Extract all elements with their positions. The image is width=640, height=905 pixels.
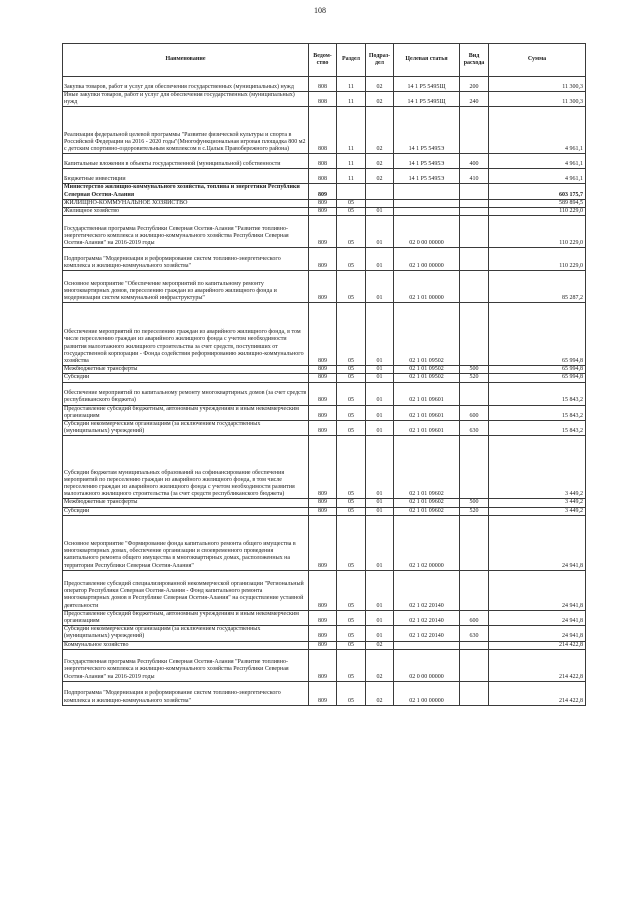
- row-target: 02 1 01 09601: [394, 382, 460, 405]
- row-name: Жилищное хозяйство: [63, 208, 309, 216]
- row-amount: 214 422,8: [489, 681, 586, 705]
- table-row: [63, 271, 586, 303]
- row-subsection: 02: [366, 154, 394, 169]
- table-row: [63, 208, 586, 216]
- row-expense-type: [460, 515, 489, 570]
- row-target: 02 1 01 09601: [394, 405, 460, 420]
- table-row: [63, 107, 586, 154]
- row-dept: 809: [309, 303, 337, 366]
- row-amount: 65 994,8: [489, 374, 586, 382]
- row-section: 05: [337, 626, 366, 641]
- row-section: 05: [337, 515, 366, 570]
- row-name: Субсидии: [63, 374, 309, 382]
- row-target: 02 1 01 09502: [394, 303, 460, 366]
- table-row: [63, 382, 586, 405]
- row-name: ЖИЛИЩНО-КОММУНАЛЬНОЕ ХОЗЯЙСТВО: [63, 199, 309, 207]
- row-amount: 3 449,2: [489, 436, 586, 499]
- table-row: [63, 641, 586, 649]
- row-amount: 85 287,2: [489, 271, 586, 303]
- table-row: [63, 199, 586, 207]
- row-expense-type: [460, 208, 489, 216]
- row-name: Министерство жилищно-коммунального хозяйства, топлива и энергетики Республики Северная Осетия-Алания: [63, 184, 309, 199]
- row-subsection: 01: [366, 626, 394, 641]
- row-amount: 4 961,1: [489, 154, 586, 169]
- row-section: 05: [337, 681, 366, 705]
- row-section: 11: [337, 77, 366, 92]
- row-dept: 809: [309, 374, 337, 382]
- row-subsection: [366, 184, 394, 199]
- row-dept: 809: [309, 507, 337, 515]
- row-subsection: 01: [366, 216, 394, 248]
- row-amount: 11 300,3: [489, 92, 586, 107]
- row-section: 05: [337, 570, 366, 610]
- row-amount: 24 941,8: [489, 626, 586, 641]
- row-expense-type: [460, 107, 489, 154]
- budget-table: [62, 43, 586, 706]
- row-subsection: 02: [366, 77, 394, 92]
- row-dept: 809: [309, 499, 337, 507]
- row-section: 11: [337, 169, 366, 184]
- row-amount: 589 894,5: [489, 199, 586, 207]
- row-name: Государственная программа Республики Северная Осетия-Алания "Развитие топливно-энергетического комплекса и жилищно-коммунального хозяйства Республики Северная Осетия-Алания" на 2016-2019 годы: [63, 216, 309, 248]
- row-target: [394, 208, 460, 216]
- row-dept: 809: [309, 641, 337, 649]
- row-section: 05: [337, 649, 366, 681]
- row-subsection: 01: [366, 405, 394, 420]
- row-expense-type: 600: [460, 405, 489, 420]
- row-name: Капитальные вложения в объекты государственной (муниципальной) собственности: [63, 154, 309, 169]
- row-expense-type: 500: [460, 366, 489, 374]
- row-expense-type: [460, 248, 489, 271]
- row-amount: 110 229,0: [489, 216, 586, 248]
- row-expense-type: 410: [460, 169, 489, 184]
- row-subsection: 02: [366, 92, 394, 107]
- table-row: [63, 681, 586, 705]
- row-subsection: 02: [366, 641, 394, 649]
- row-section: 05: [337, 303, 366, 366]
- table-row: [63, 515, 586, 570]
- row-expense-type: [460, 216, 489, 248]
- header-amount: Сумма: [489, 44, 586, 77]
- row-subsection: 01: [366, 208, 394, 216]
- row-expense-type: 520: [460, 507, 489, 515]
- row-name: Обеспечение мероприятий по капитальному ремонту многоквартирных домов (за счет средств республиканского бюджета): [63, 382, 309, 405]
- row-amount: 24 941,8: [489, 570, 586, 610]
- header-target: Целевая статья: [394, 44, 460, 77]
- table-row: [63, 184, 586, 199]
- row-subsection: 01: [366, 610, 394, 625]
- row-dept: 809: [309, 382, 337, 405]
- row-name: Коммунальное хозяйство: [63, 641, 309, 649]
- table-row: [63, 436, 586, 499]
- table-row: [63, 303, 586, 366]
- row-dept: 808: [309, 92, 337, 107]
- header-subsection: Подраз-дел: [366, 44, 394, 77]
- table-row: [63, 154, 586, 169]
- row-name: Реализация федеральной целевой программы "Развитие физической культуры и спорта в Российской Федерации на 2016 - 2020 годы"(Многофункциональная игровая площадка 800 м2 с детским спортивно-оздоровительным комплексом в с.Цалык Правобережного района): [63, 107, 309, 154]
- table-row: [63, 374, 586, 382]
- row-amount: 4 961,1: [489, 107, 586, 154]
- row-amount: 214 422,8: [489, 649, 586, 681]
- row-target: [394, 641, 460, 649]
- row-amount: 24 941,8: [489, 610, 586, 625]
- row-expense-type: [460, 303, 489, 366]
- row-expense-type: [460, 199, 489, 207]
- row-section: 11: [337, 92, 366, 107]
- row-target: 02 1 02 20140: [394, 570, 460, 610]
- row-amount: 15 843,2: [489, 405, 586, 420]
- row-dept: 808: [309, 107, 337, 154]
- row-dept: 809: [309, 570, 337, 610]
- header-dept: Ведом-ство: [309, 44, 337, 77]
- row-amount: 603 175,7: [489, 184, 586, 199]
- row-amount: 65 994,8: [489, 366, 586, 374]
- row-dept: 809: [309, 626, 337, 641]
- row-section: 11: [337, 154, 366, 169]
- row-amount: 11 300,3: [489, 77, 586, 92]
- table-row: [63, 77, 586, 92]
- row-target: 02 1 02 20140: [394, 626, 460, 641]
- row-dept: 809: [309, 366, 337, 374]
- row-dept: 809: [309, 216, 337, 248]
- row-subsection: 02: [366, 681, 394, 705]
- table-row: [63, 216, 586, 248]
- row-expense-type: 400: [460, 154, 489, 169]
- row-amount: 3 449,2: [489, 507, 586, 515]
- table-row: [63, 649, 586, 681]
- row-target: 02 1 01 09602: [394, 499, 460, 507]
- row-expense-type: 200: [460, 77, 489, 92]
- row-target: 14 1 P5 5495Щ: [394, 77, 460, 92]
- row-section: 05: [337, 436, 366, 499]
- row-dept: 809: [309, 421, 337, 436]
- row-subsection: 01: [366, 421, 394, 436]
- row-name: Подпрограмма "Модернизация и реформирование систем топливно-энергетического комплекса и жилищно-коммунального хозяйства": [63, 248, 309, 271]
- row-section: 05: [337, 374, 366, 382]
- row-dept: 809: [309, 199, 337, 207]
- row-section: 11: [337, 107, 366, 154]
- row-subsection: 01: [366, 570, 394, 610]
- row-amount: 214 422,8: [489, 641, 586, 649]
- row-dept: 809: [309, 184, 337, 199]
- row-expense-type: [460, 436, 489, 499]
- row-name: Основное мероприятие "Обеспечение мероприятий по капитальному ремонту многоквартирных домов, переселению граждан из аварийного жилищного фонда и модернизации систем коммунальной инфраструктуры": [63, 271, 309, 303]
- row-section: 05: [337, 216, 366, 248]
- row-subsection: 01: [366, 382, 394, 405]
- row-subsection: [366, 199, 394, 207]
- row-section: 05: [337, 405, 366, 420]
- row-target: 02 1 02 20140: [394, 610, 460, 625]
- row-name: Субсидии бюджетам муниципальных образований на софинансирование обеспечения мероприятий по переселению граждан из аварийного жилищного фонда, в том числе переселению граждан из аварийного жилищного фонда с учетом необходимости развития малоэтажного жилищного строительства (за счет средств республиканского бюджета): [63, 436, 309, 499]
- row-dept: 809: [309, 248, 337, 271]
- row-expense-type: 630: [460, 626, 489, 641]
- table-row: [63, 169, 586, 184]
- row-section: 05: [337, 248, 366, 271]
- table-row: [63, 421, 586, 436]
- row-name: Предоставление субсидий бюджетным, автономным учреждениям и иным некоммерческим организациям: [63, 405, 309, 420]
- row-section: 05: [337, 366, 366, 374]
- row-target: [394, 184, 460, 199]
- row-target: 02 1 01 09602: [394, 436, 460, 499]
- row-target: 02 1 02 00000: [394, 515, 460, 570]
- row-name: Межбюджетные трансферты: [63, 366, 309, 374]
- row-name: Основное мероприятие "Формирование фонда капитального ремонта общего имущества в многоквартирных домах, обеспечение организации и своевременного проведения капитального ремонта общего имущества в многоквартирных домах, расположенных на территории Республики Северная Осетия-Алания": [63, 515, 309, 570]
- row-target: [394, 199, 460, 207]
- row-amount: 15 843,2: [489, 382, 586, 405]
- row-subsection: 01: [366, 303, 394, 366]
- row-name: Обеспечение мероприятий по переселению граждан из аварийного жилищного фонда, в том числе переселению граждан из аварийного жилищного фонда с учетом необходимости развития малоэтажного жилищного строительства за счет средств, поступивших от государственной корпорации - Фонда содействия реформированию жилищно-коммунального хозяйства: [63, 303, 309, 366]
- row-name: Бюджетные инвестиции: [63, 169, 309, 184]
- row-dept: 809: [309, 515, 337, 570]
- row-expense-type: 630: [460, 421, 489, 436]
- row-subsection: 01: [366, 271, 394, 303]
- table-row: [63, 610, 586, 625]
- row-dept: 808: [309, 77, 337, 92]
- row-expense-type: [460, 271, 489, 303]
- row-subsection: 02: [366, 169, 394, 184]
- row-target: 02 1 01 09601: [394, 421, 460, 436]
- table-row: [63, 570, 586, 610]
- row-dept: 809: [309, 405, 337, 420]
- row-target: 14 1 P5 5495Щ: [394, 92, 460, 107]
- table-header-row: [63, 44, 586, 77]
- row-target: 02 1 01 00000: [394, 271, 460, 303]
- row-dept: 809: [309, 208, 337, 216]
- row-subsection: 01: [366, 499, 394, 507]
- row-target: 14 1 P5 5495Э: [394, 107, 460, 154]
- row-name: Предоставление субсидий специализированной некоммерческой организации "Региональный оператор Республики Северная Осетия-Алания - Фонд капитального ремонта многоквартирных домов в Республике Северная Осетия-Алания" на осуществление уставной деятельности: [63, 570, 309, 610]
- row-amount: 4 961,1: [489, 169, 586, 184]
- row-section: 05: [337, 208, 366, 216]
- row-section: 05: [337, 199, 366, 207]
- row-dept: 809: [309, 649, 337, 681]
- row-expense-type: 520: [460, 374, 489, 382]
- row-expense-type: 240: [460, 92, 489, 107]
- row-expense-type: [460, 382, 489, 405]
- row-dept: 809: [309, 271, 337, 303]
- row-target: 14 1 P5 5495Э: [394, 169, 460, 184]
- row-dept: 809: [309, 681, 337, 705]
- row-dept: 809: [309, 436, 337, 499]
- header-expense-type: Вид расхода: [460, 44, 489, 77]
- row-section: [337, 184, 366, 199]
- row-subsection: 01: [366, 436, 394, 499]
- row-dept: 808: [309, 154, 337, 169]
- row-section: 05: [337, 641, 366, 649]
- header-name: Наименование: [63, 44, 309, 77]
- row-expense-type: [460, 570, 489, 610]
- row-subsection: 01: [366, 515, 394, 570]
- row-target: 02 1 01 09502: [394, 374, 460, 382]
- row-target: 14 1 P5 5495Э: [394, 154, 460, 169]
- row-name: Субсидии некоммерческим организациям (за исключением государственных (муниципальных) учреждений): [63, 626, 309, 641]
- row-section: 05: [337, 507, 366, 515]
- table-row: [63, 507, 586, 515]
- row-expense-type: [460, 641, 489, 649]
- row-name: Межбюджетные трансферты: [63, 499, 309, 507]
- row-dept: 808: [309, 169, 337, 184]
- row-name: Подпрограмма "Модернизация и реформирование систем топливно-энергетического комплекса и жилищно-коммунального хозяйства": [63, 681, 309, 705]
- row-amount: 24 941,8: [489, 515, 586, 570]
- row-name: Иные закупки товаров, работ и услуг для обеспечения государственных (муниципальных) нужд: [63, 92, 309, 107]
- row-name: Субсидии: [63, 507, 309, 515]
- row-amount: 65 994,8: [489, 303, 586, 366]
- row-expense-type: [460, 681, 489, 705]
- row-amount: 3 449,2: [489, 499, 586, 507]
- row-target: 02 0 00 00000: [394, 216, 460, 248]
- row-target: 02 1 00 00000: [394, 248, 460, 271]
- row-section: 05: [337, 421, 366, 436]
- row-amount: 110 229,0: [489, 248, 586, 271]
- row-subsection: 02: [366, 649, 394, 681]
- row-name: Государственная программа Республики Северная Осетия-Алания "Развитие топливно-энергетического комплекса и жилищно-коммунального хозяйства Республики Северная Осетия-Алания" на 2016-2019 годы: [63, 649, 309, 681]
- row-name: Субсидии некоммерческим организациям (за исключением государственных (муниципальных) учреждений): [63, 421, 309, 436]
- row-subsection: 01: [366, 374, 394, 382]
- row-subsection: 01: [366, 366, 394, 374]
- header-section: Раздел: [337, 44, 366, 77]
- row-subsection: 02: [366, 107, 394, 154]
- row-section: 05: [337, 610, 366, 625]
- table-row: [63, 92, 586, 107]
- row-amount: 15 843,2: [489, 421, 586, 436]
- table-row: [63, 405, 586, 420]
- row-target: 02 1 01 09502: [394, 366, 460, 374]
- page-number: 108: [314, 6, 326, 15]
- row-dept: 809: [309, 610, 337, 625]
- row-section: 05: [337, 271, 366, 303]
- table-row: [63, 626, 586, 641]
- row-expense-type: 600: [460, 610, 489, 625]
- row-subsection: 01: [366, 507, 394, 515]
- row-expense-type: [460, 184, 489, 199]
- row-name: Закупка товаров, работ и услуг для обеспечения государственных (муниципальных) нужд: [63, 77, 309, 92]
- row-amount: 110 229,0: [489, 208, 586, 216]
- row-name: Предоставление субсидий бюджетным, автономным учреждениям и иным некоммерческим организациям: [63, 610, 309, 625]
- row-section: 05: [337, 382, 366, 405]
- table-row: [63, 366, 586, 374]
- row-target: 02 1 01 09602: [394, 507, 460, 515]
- table-row: [63, 499, 586, 507]
- row-target: 02 0 00 00000: [394, 649, 460, 681]
- row-target: 02 1 00 00000: [394, 681, 460, 705]
- row-subsection: 01: [366, 248, 394, 271]
- row-expense-type: [460, 649, 489, 681]
- row-section: 05: [337, 499, 366, 507]
- table-row: [63, 248, 586, 271]
- row-expense-type: 500: [460, 499, 489, 507]
